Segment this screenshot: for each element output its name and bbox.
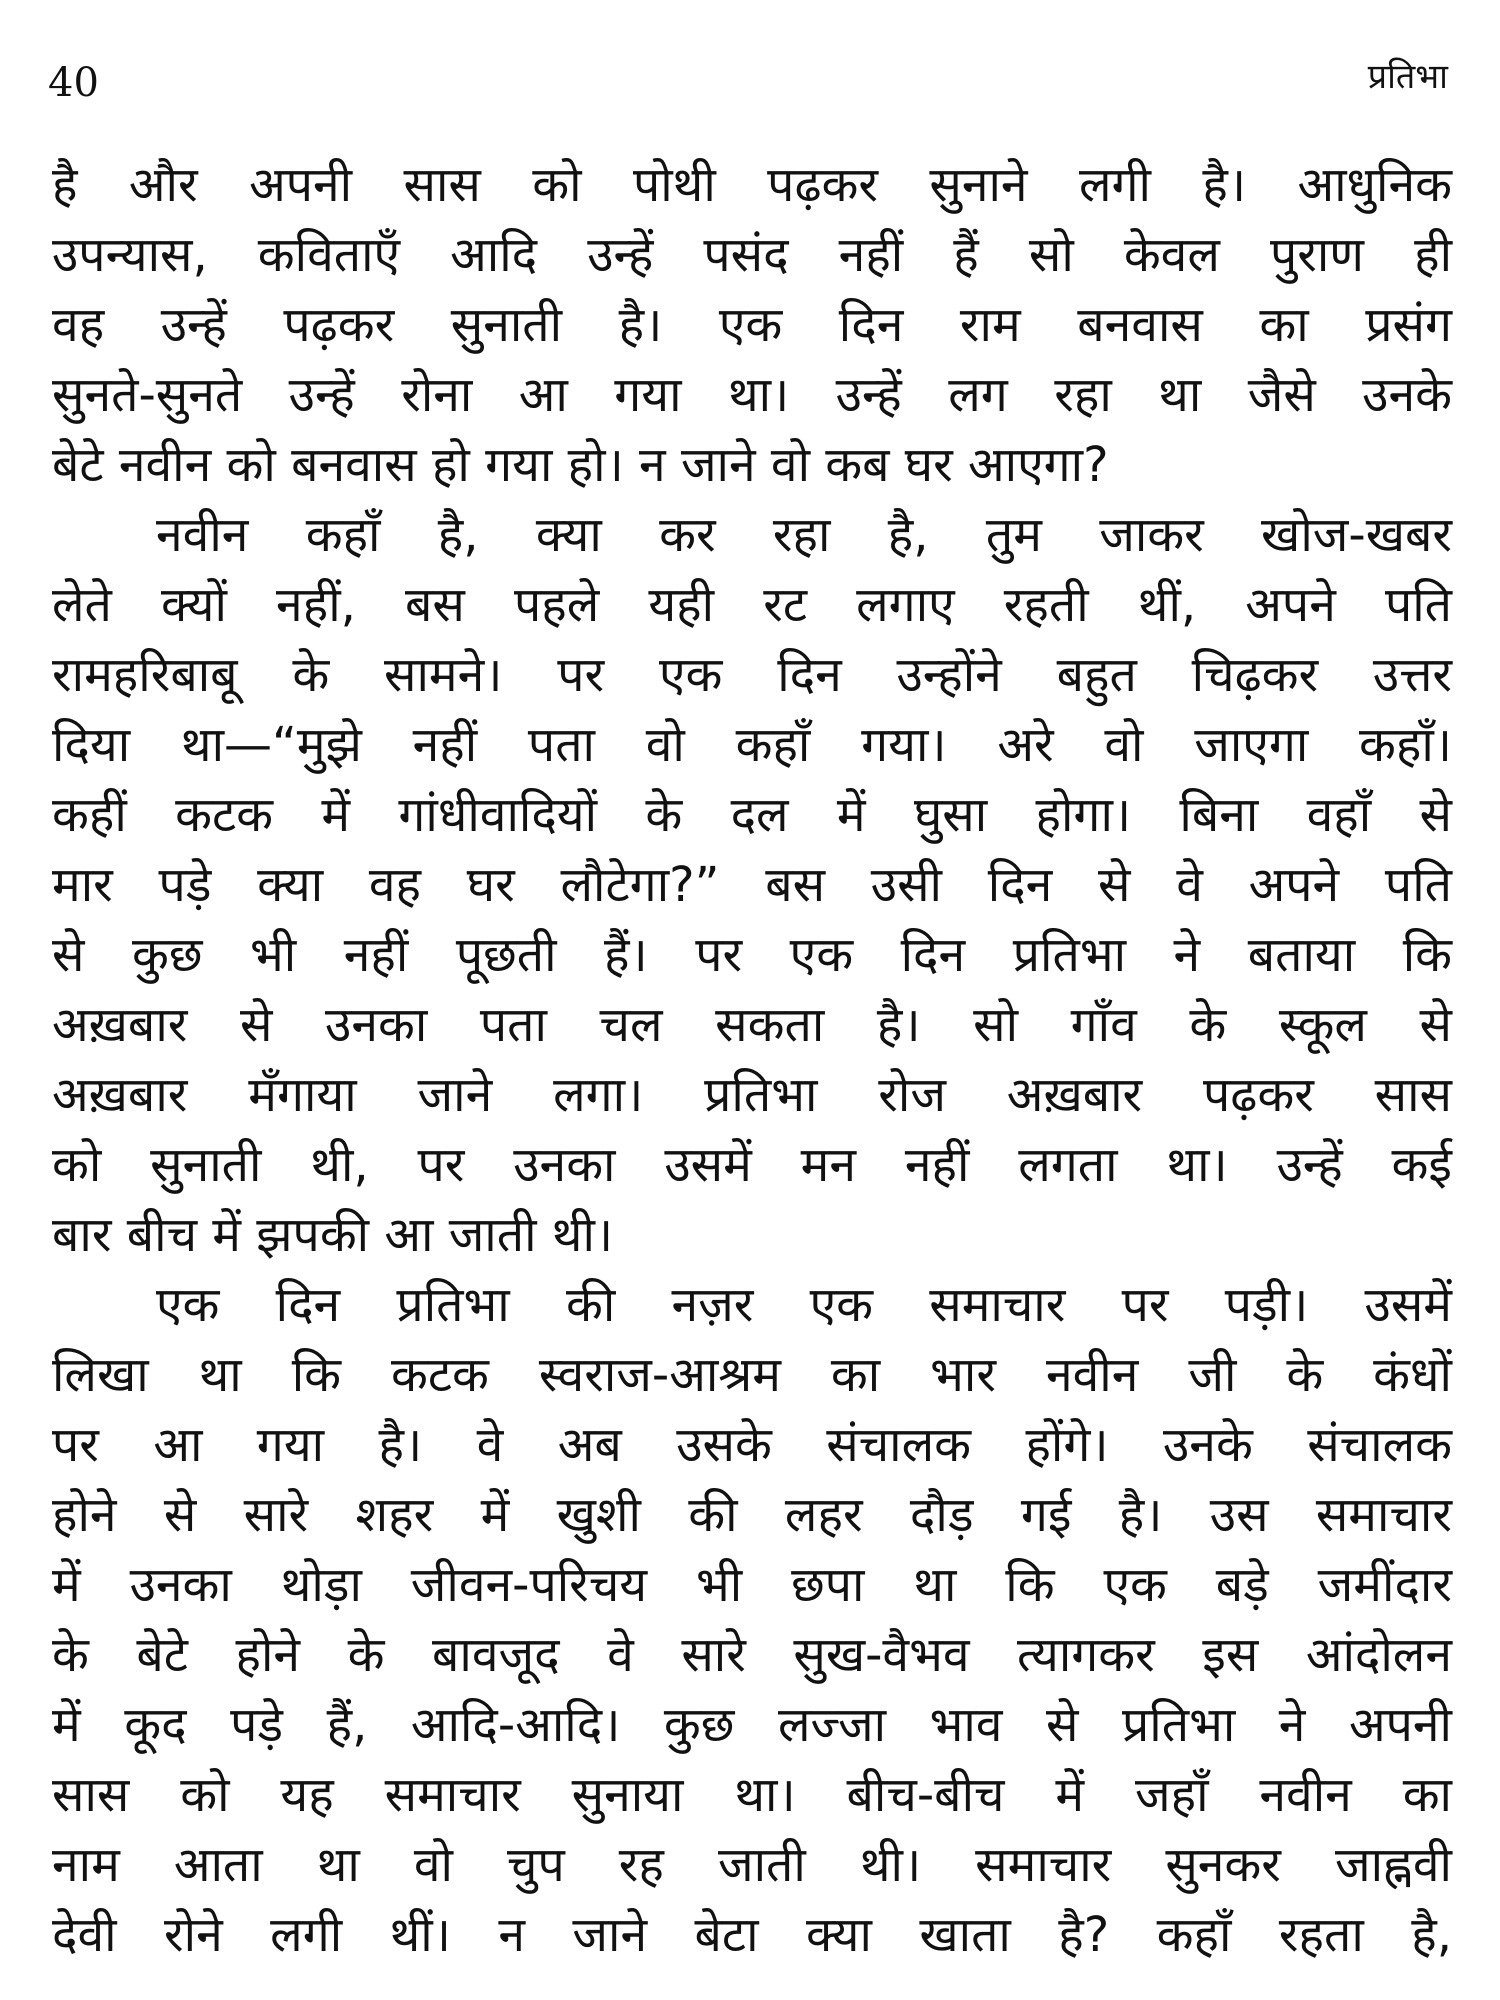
text-line: वह उन्हें पढ़कर सुनाती है। एक दिन राम बनवास का प्रसंग <box>52 297 1452 353</box>
text-line: के बेटे होने के बावजूद वे सारे सुख-वैभव त्यागकर इस आंदोलन <box>52 1627 1452 1683</box>
text-line: एक दिन प्रतिभा की नज़र एक समाचार पर पड़ी। उसमें <box>156 1277 1452 1333</box>
text-line: में उनका थोड़ा जीवन-परिचय भी छपा था कि एक बड़े जमींदार <box>52 1557 1452 1613</box>
text-line: दिया था—“मुझे नहीं पता वो कहाँ गया। अरे वो जाएगा कहाँ। <box>52 717 1452 773</box>
text-line: अख़बार मँगाया जाने लगा। प्रतिभा रोज अख़बार पढ़कर सास <box>52 1067 1452 1123</box>
text-line: में कूद पड़े हैं, आदि-आदि। कुछ लज्जा भाव से प्रतिभा ने अपनी <box>52 1697 1452 1753</box>
text-line: कहीं कटक में गांधीवादियों के दल में घुसा होगा। बिना वहाँ से <box>52 787 1452 843</box>
text-line: नवीन कहाँ है, क्या कर रहा है, तुम जाकर खोज-खबर <box>156 507 1452 563</box>
text-line: नाम आता था वो चुप रह जाती थी। समाचार सुनकर जाह्नवी <box>52 1837 1452 1893</box>
text-line: मार पड़े क्या वह घर लौटेगा?” बस उसी दिन से वे अपने पति <box>52 857 1452 913</box>
text-line: सुनते-सुनते उन्हें रोना आ गया था। उन्हें लग रहा था जैसे उनके <box>52 367 1452 423</box>
running-title: प्रतिभा <box>1367 57 1448 97</box>
text-line: बेटे नवीन को बनवास हो गया हो। न जाने वो कब घर आएगा? <box>52 437 1109 493</box>
body-text <box>52 150 1452 1970</box>
page-header <box>48 52 1448 112</box>
text-line: लेते क्यों नहीं, बस पहले यही रट लगाए रहती थीं, अपने पति <box>52 577 1452 633</box>
text-line: रामहरिबाबू के सामने। पर एक दिन उन्होंने बहुत चिढ़कर उत्तर <box>52 647 1452 703</box>
text-line: देवी रोने लगी थीं। न जाने बेटा क्या खाता है? कहाँ रहता है, <box>52 1907 1452 1963</box>
text-line: है और अपनी सास को पोथी पढ़कर सुनाने लगी है। आधुनिक <box>52 157 1452 213</box>
text-line: से कुछ भी नहीं पूछती हैं। पर एक दिन प्रतिभा ने बताया कि <box>52 927 1452 983</box>
text-line: उपन्यास, कविताएँ आदि उन्हें पसंद नहीं हैं सो केवल पुराण ही <box>52 227 1452 283</box>
text-line: लिखा था कि कटक स्वराज-आश्रम का भार नवीन जी के कंधों <box>52 1347 1452 1403</box>
text-line: अख़बार से उनका पता चल सकता है। सो गाँव के स्कूल से <box>52 997 1452 1053</box>
text-line: होने से सारे शहर में खुशी की लहर दौड़ गई है। उस समाचार <box>52 1487 1452 1543</box>
page-number: 40 <box>48 60 99 106</box>
text-line: पर आ गया है। वे अब उसके संचालक होंगे। उनके संचालक <box>52 1417 1452 1473</box>
text-line: बार बीच में झपकी आ जाती थी। <box>52 1207 614 1263</box>
text-line: सास को यह समाचार सुनाया था। बीच-बीच में जहाँ नवीन का <box>52 1767 1452 1823</box>
text-line: को सुनाती थी, पर उनका उसमें मन नहीं लगता था। उन्हें कई <box>52 1137 1452 1193</box>
